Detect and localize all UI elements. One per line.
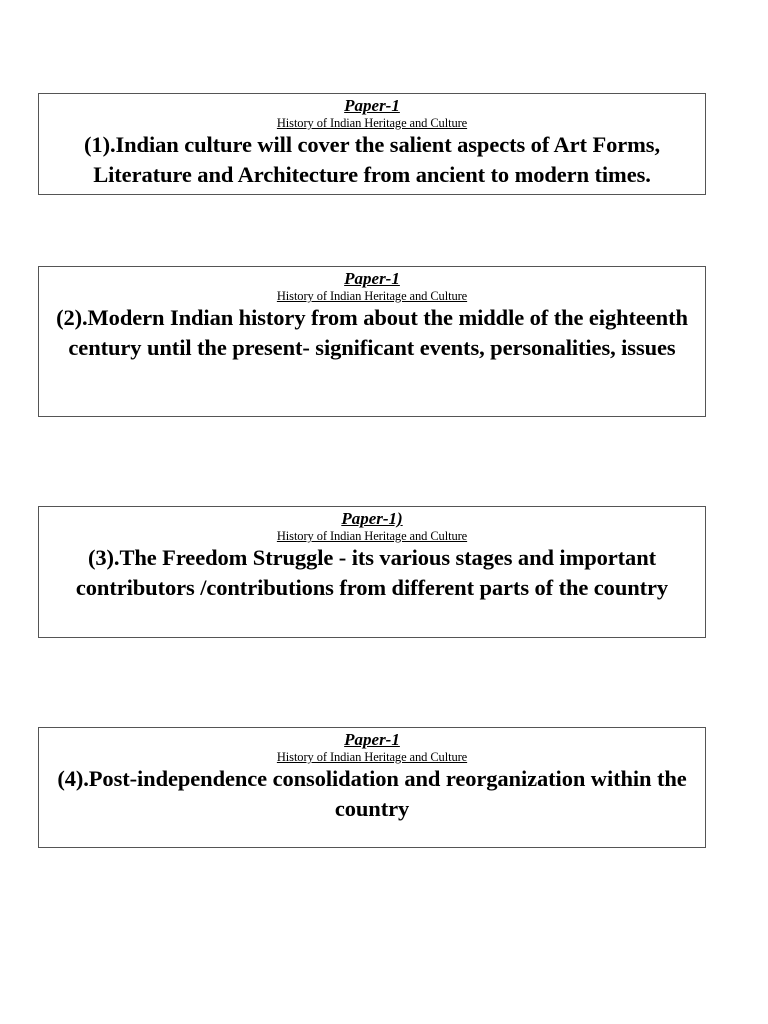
paper-topic: (1).Indian culture will cover the salient aspects of Art Forms, Literature and Architecture from ancient to modern times. [84,132,660,187]
syllabus-card-2 [38,266,706,417]
paper-title: Paper-1 [344,96,400,115]
paper-subtitle: History of Indian Heritage and Culture [276,750,468,764]
paper-title: Paper-1 [344,730,400,749]
syllabus-card-3 [38,506,706,638]
paper-title: Paper-1) [341,509,403,528]
paper-topic: (4).Post-independence consolidation and reorganization within the country [57,766,687,821]
paper-subtitle: History of Indian Heritage and Culture [276,116,468,130]
paper-topic: (3).The Freedom Struggle - its various stages and important contributors /contributions from different parts of the country [75,545,669,600]
paper-subtitle: History of Indian Heritage and Culture [276,289,468,303]
syllabus-card-1 [38,93,706,195]
paper-title: Paper-1 [344,269,400,288]
paper-topic: (2).Modern Indian history from about the middle of the eighteenth century until the present- significant events, personalities, issues [56,305,688,360]
syllabus-card-4 [38,727,706,848]
paper-subtitle: History of Indian Heritage and Culture [276,529,468,543]
